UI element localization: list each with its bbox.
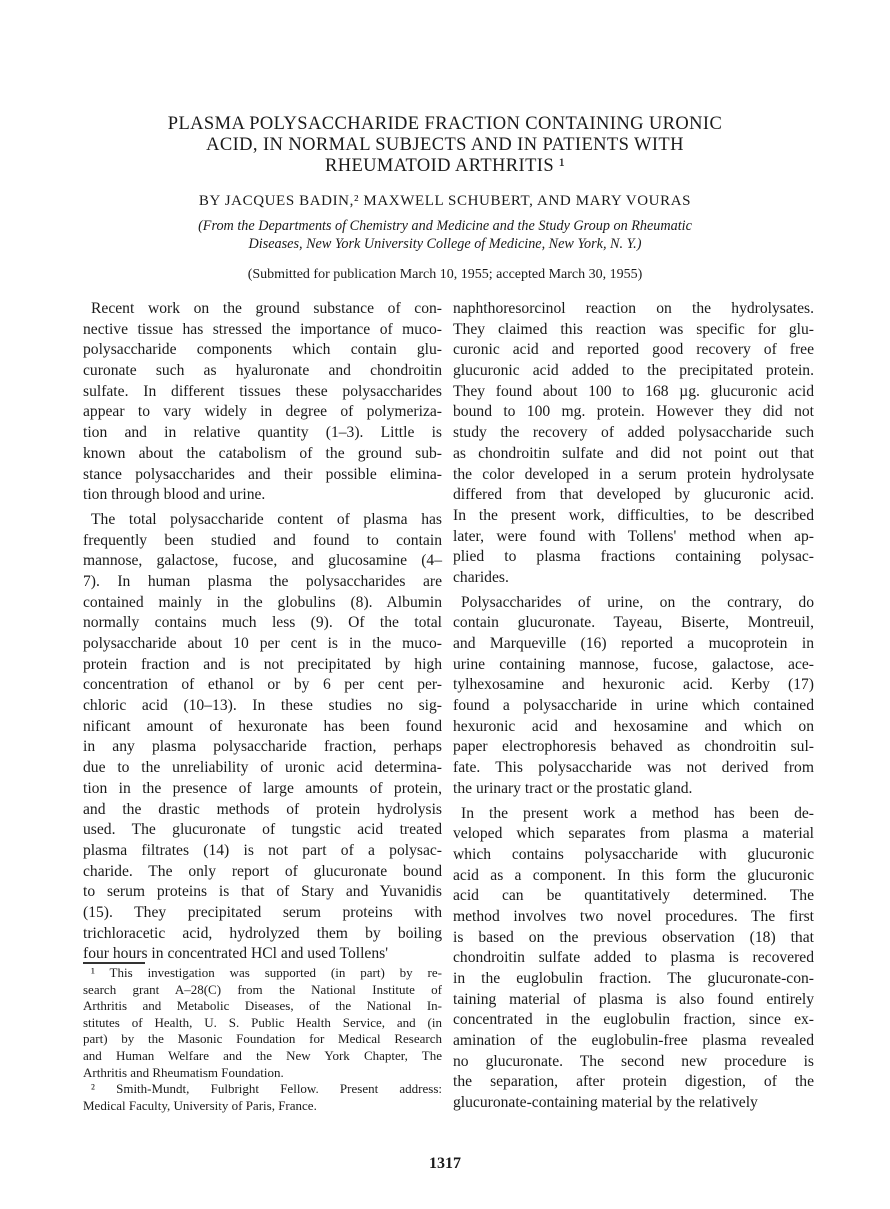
text-line: chloric acid (10–13). In these studies no sig- [83,697,442,715]
text-line: naphthoresorcinol reaction on the hydrolysates. [453,300,814,317]
text-line: in any plasma polysaccharide fraction, perhaps [83,738,442,756]
text-line: stance polysaccharides and their possible elimina- [83,465,442,483]
text-line: contained mainly in the globulins (8). Albumin [83,593,442,611]
text-line: amination of the euglobulin-free plasma revealed [453,1032,814,1050]
page-number: 1317 [429,1155,461,1172]
text-line: tion and in relative quantity (1–3). Little is [83,424,442,442]
text-line: the urinary tract or the prostatic gland. [453,779,693,797]
affiliation-line: Diseases, New York University College of Medicine, New York, N. Y.) [248,235,642,252]
text-line: They found about 100 to 168 µg. glucuronic acid [453,382,814,400]
text-line: is based on the previous observation (18) that [453,928,814,946]
text-line: tion through blood and urine. [83,486,266,504]
text-line: ¹ This investigation was supported (in part) by re- [91,965,442,980]
text-line: plasma filtrates (14) is not part of a polysac- [83,841,442,859]
text-line: Recent work on the ground substance of con- [91,300,442,317]
text-line: polysaccharide components which contain glu- [83,341,442,359]
text-line: (15). They precipitated serum proteins with [83,903,442,921]
text-line: search grant A–28(C) from the National Institute of [83,981,442,997]
text-line: urine containing mannose, fucose, galactose, ace- [453,655,814,673]
text-line: found a polysaccharide in urine which contained [453,697,814,715]
text-line: contain glucuronate. Tayeau, Biserte, Montreuil, [453,614,814,632]
title-line: RHEUMATOID ARTHRITIS ¹ [324,156,566,176]
article-title [120,114,770,177]
text-line: Arthritis and Rheumatism Foundation. [83,1064,284,1080]
text-line: nificant amount of hexuronate has been found [83,717,442,735]
text-line: charide. The only report of glucuronate bound [83,862,442,880]
text-line: and the drastic methods of protein hydrolysis [83,800,442,818]
text-line: frequently been studied and found to contain [83,531,442,549]
text-line: ² Smith-Mundt, Fulbright Fellow. Present address: [91,1081,442,1097]
text-line: hexuronic acid and hexosamine and which on [453,717,814,735]
right-column [453,299,814,1114]
text-line: sulfate. In different tissues these polysaccharides [83,382,442,400]
text-line: to serum proteins is that of Stary and Yuvanidis [83,883,442,901]
author-line: BY JACQUES BADIN,² MAXWELL SCHUBERT, AND MARY VOURAS [198,193,692,209]
text-line: and Human Welfare and the New York Chapter, The [83,1047,442,1063]
text-line: paper electrophoresis behaved as chondroitin sul- [453,738,814,756]
text-line: no glucuronate. The second new procedure is [453,1052,814,1070]
submission-date: (Submitted for publication March 10, 1955; accepted March 30, 1955) [247,267,643,282]
text-line: differed from that developed by glucuronic acid. [453,486,814,504]
text-line: stitutes of Health, U. S. Public Health Service, and (in [83,1014,442,1030]
text-line: concentrated in the euglobulin fraction, since ex- [453,1011,814,1029]
text-line: charides. [453,568,509,586]
text-line: Arthritis and Metabolic Diseases, of the National In- [83,998,442,1014]
text-line: study the recovery of added polysaccharide such [453,424,814,442]
text-line: taining material of plasma is also found entirely [453,990,814,1008]
text-line: part) by the Masonic Foundation for Medical Research [83,1031,442,1047]
text-line: four hours in concentrated HCl and used Tollens' [83,945,389,963]
text-line: method involves two novel procedures. The first [453,907,814,925]
text-line: curonic acid and reported good recovery of free [453,341,814,359]
text-line: glucuronic acid added to the precipitated protein. [453,362,814,380]
text-line: 7). In human plasma the polysaccharides are [83,572,442,590]
text-line: fate. This polysaccharide was not derived from [453,759,814,777]
text-line: glucuronate-containing material by the relatively [453,1094,758,1112]
text-line: tion in the presence of large amounts of protein, [83,779,442,797]
text-line: concentration of ethanol or by 6 per cent per- [83,676,442,694]
text-line: chondroitin sulfate added to plasma is recovered [453,949,814,967]
text-line: trichloracetic acid, hydrolyzed them by boiling [83,924,442,942]
footnotes [83,965,442,1114]
text-line: normally contains much less (9). Of the total [83,614,442,632]
text-line: In the present work, difficulties, to be described [453,506,814,524]
text-line: known about the catabolism of the ground sub- [83,444,442,462]
text-line: Medical Faculty, University of Paris, France. [83,1097,317,1113]
text-line: polysaccharide about 10 per cent is in the muco- [83,635,442,652]
text-line: They claimed this reaction was specific for glu- [453,320,814,338]
text-line: the color developed in a serum protein hydrolysate [453,465,814,483]
text-line: which contains polysaccharide with glucuronic [453,845,814,863]
text-line: the separation, after protein digestion, of the [453,1073,814,1091]
title-line: ACID, IN NORMAL SUBJECTS AND IN PATIENTS WITH [206,135,684,155]
text-line: veloped which separates from plasma a material [453,825,814,843]
text-line: mannose, galactose, fucose, and glucosamine (4– [83,552,442,570]
text-line: protein fraction and is not precipitated by high [83,655,442,673]
left-column [83,299,442,965]
text-line: bound to 100 mg. protein. However they did not [453,403,814,421]
text-line: plied to plasma fractions containing polysac- [453,548,814,566]
text-line: due to the unreliability of uronic acid determina- [83,759,442,777]
text-line: later, were found with Tollens' method when ap- [453,527,814,545]
text-line: tylhexosamine and hexuronic acid. Kerby (17) [453,676,814,694]
text-line: nective tissue has stressed the importance of muco- [83,320,442,338]
text-line: used. The glucuronate of tungstic acid treated [83,821,442,839]
text-line: appear to vary widely in degree of polymeriza- [83,403,442,421]
title-line: PLASMA POLYSACCHARIDE FRACTION CONTAINING URONIC [167,114,723,134]
affiliation-line: (From the Departments of Chemistry and Medicine and the Study Group on Rheumatic [198,218,692,234]
text-line: as chondroitin sulfate and did not point out that [453,444,814,462]
text-line: in the euglobulin fraction. The glucuronate-con- [453,970,814,987]
text-line: In the present work a method has been de- [461,804,814,822]
text-line: acid as a component. In this form the glucuronic [453,866,814,884]
footnote-divider [83,962,145,964]
text-line: and Marqueville (16) reported a mucoprotein in [453,635,814,652]
text-line: Polysaccharides of urine, on the contrary, do [461,593,814,611]
text-line: The total polysaccharide content of plasma has [91,510,442,528]
affiliation [130,218,760,253]
text-line: acid can be quantitatively determined. The [453,887,814,905]
text-line: curonate such as hyaluronate and chondroitin [83,362,442,380]
